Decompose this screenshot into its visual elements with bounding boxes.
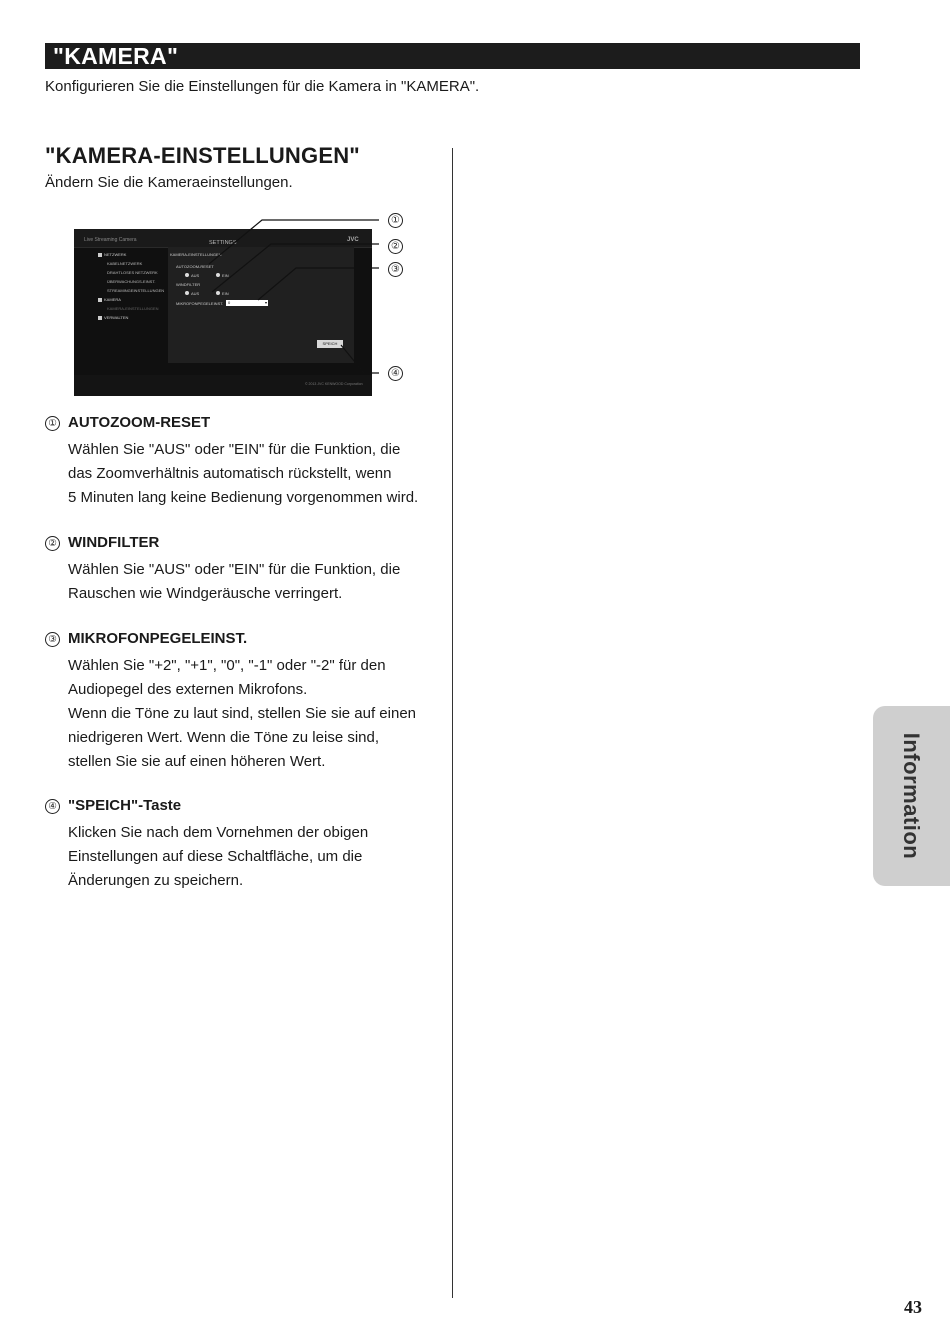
nav-item-label: KAMERA [104,297,121,302]
section-side-tab [873,706,950,886]
item-line: Wählen Sie "+2", "+1", "0", "-1" oder "-2" für den [68,657,386,674]
nav-item-label: NETZWERK [104,252,127,257]
nav-item-ueberwachung: ÜBERWACHUNGS-EINST. [107,279,156,284]
item-title: MIKROFONPEGELEINST. [68,630,248,647]
item-line: Einstellungen auf diese Schaltfläche, um die [68,848,363,865]
item-line: Audiopegel des externen Mikrofons. [68,681,308,698]
page-number: 43 [904,1297,922,1317]
nav-item-streaming: STREAMINGEINSTELLUNGEN [107,288,165,293]
mic-level-value: 0 [228,300,231,305]
mic-level-label: MIKROFONPEGELEINST. [176,301,224,306]
item-number: ④ [45,799,60,814]
callout-1: ① [388,213,403,228]
side-tab-label: Information [899,732,924,860]
windfilter-label: WINDFILTER [176,282,201,287]
checkbox-icon [98,316,102,320]
checkbox-icon [98,253,102,257]
intro-text: Konfigurieren Sie die Einstellungen für die Kamera in "KAMERA". [45,78,480,95]
panel-title: KAMERA-EINSTELLUNGEN [170,252,222,257]
item-line: stellen Sie sie auf einen höheren Wert. [68,753,326,770]
screenshot-app-title: Live Streaming Camera [84,237,137,243]
section-description: Ändern Sie die Kameraeinstellungen. [45,174,293,191]
item-line: Rauschen wie Windgeräusche verringert. [68,585,343,602]
item-body [68,438,448,510]
nav-item-netzwerk [98,252,126,257]
item-title: "SPEICH"-Taste [68,797,182,814]
item-title: AUTOZOOM-RESET [68,414,211,431]
chevron-down-icon: ▾ [264,300,267,305]
nav-item-drahtlos: DRAHTLOSES NETZWERK [107,270,158,275]
nav-item-kamera [98,297,121,302]
radio-aus-icon [185,273,189,277]
callout-4: ④ [388,366,403,381]
callout-2: ② [388,239,403,254]
option-aus: AUS [191,291,200,296]
item-body [68,821,448,893]
nav-item-kabelnetzwerk: KABELNETZWERK [107,261,143,266]
item-line: Wählen Sie "AUS" oder "EIN" für die Funktion, die [68,561,401,578]
radio-ein-icon [216,291,220,295]
callout-3: ③ [388,262,403,277]
autozoom-label: AUTOZOOM-RESET [176,264,214,269]
nav-item-verwalten [98,315,128,320]
option-ein: EIN [222,273,229,278]
item-number: ③ [45,632,60,647]
option-aus: AUS [191,273,200,278]
item-line: das Zoomverhältnis automatisch rückstellt, wenn [68,465,392,482]
page-title-bar: "KAMERA" [45,43,860,69]
screenshot-copyright: © 2013 JVC KENWOOD Corporation [305,382,363,386]
screenshot-logo: JVC [347,237,359,243]
item-line: Wenn die Töne zu laut sind, stellen Sie sie auf einen [68,705,417,722]
mic-level-select [226,300,268,306]
column-divider [452,148,453,1298]
option-ein: EIN [222,291,229,296]
save-button: SPEICH [317,340,343,348]
item-line: Änderungen zu speichern. [68,872,244,889]
camera-settings-screenshot [74,229,372,396]
radio-aus-icon [185,291,189,295]
nav-item-kamera-einstellungen: KAMERA-EINSTELLUNGEN [107,306,159,311]
item-body [68,654,448,774]
item-line: Klicken Sie nach dem Vornehmen der obigen [68,824,369,841]
radio-ein-icon [216,273,220,277]
nav-item-label: VERWALTEN [104,315,129,320]
item-line: 5 Minuten lang keine Bedienung vorgenommen wird. [68,489,419,506]
checkbox-icon [98,298,102,302]
item-title: WINDFILTER [68,534,160,551]
item-number: ① [45,416,60,431]
item-line: Wählen Sie "AUS" oder "EIN" für die Funktion, die [68,441,401,458]
section-title: "KAMERA-EINSTELLUNGEN" [45,143,360,168]
screenshot-settings-tab: SETTINGS [209,240,237,246]
item-number: ② [45,536,60,551]
item-line: niedrigeren Wert. Wenn die Töne zu leise sind, [68,729,380,746]
item-body [68,558,448,606]
